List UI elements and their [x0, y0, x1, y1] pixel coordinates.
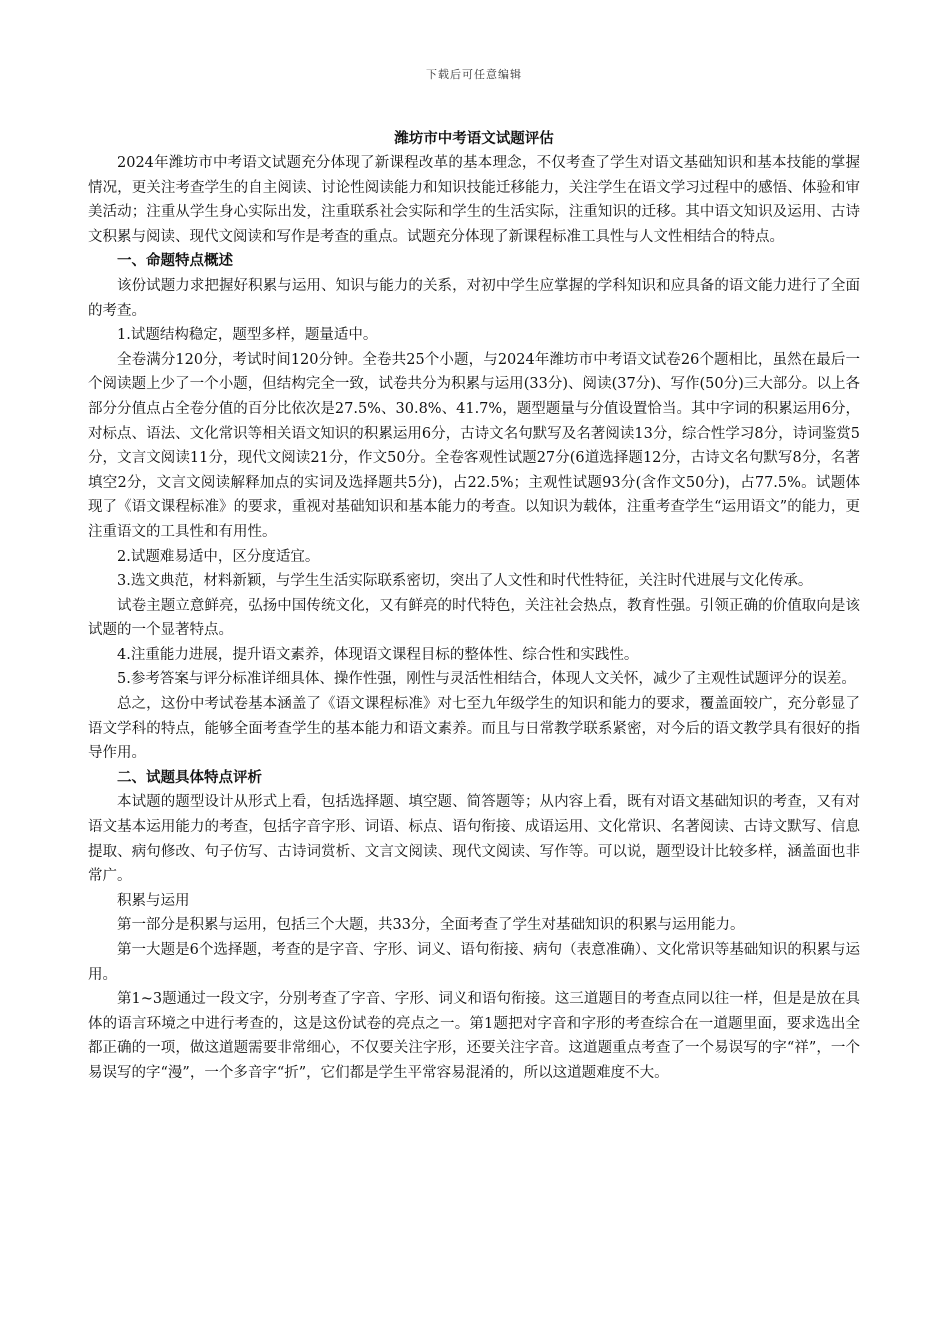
section-heading-2: 二、试题具体特点评析: [117, 768, 262, 786]
point-2: 2.试题难易适中，区分度适宜。: [117, 548, 320, 565]
body-paragraph: 本试题的题型设计从形式上看，包括选择题、填空题、简答题等；从内容上看，既有对语文基础知识的考查，又有对语文基本运用能力的考查，包括字音字形、词语、标点、语句衔接、成语运用、文化常识、名著阅读、古诗文默写、信息提取、病句修改、句子仿写、古诗词赏析、文言文阅读、现代文阅读、写作等。可以说，题型设计比较多样，涵盖面也非常广。: [88, 794, 860, 885]
header-note: 下载后可任意编辑: [426, 68, 522, 81]
summary-paragraph: 总之，这份中考试卷基本涵盖了《语文课程标准》对七至九年级学生的知识和能力的要求，覆盖面较广，充分彰显了语文学科的特点，能够全面考查学生的基本能力和语文素养。而且与日常教学联系紧密，对今后的语文教学具有很好的指导作用。: [88, 696, 860, 762]
body-paragraph: 该份试题力求把握好积累与运用、知识与能力的关系，对初中学生应掌握的学科知识和应具备的语文能力进行了全面的考查。: [88, 277, 860, 319]
point-3: 3.选文典范，材料新颖，与学生生活实际联系密切，突出了人文性和时代性特征，关注时代进展与文化传承。: [117, 573, 813, 590]
point-5: 5.参考答案与评分标准详细具体、操作性强，刚性与灵活性相结合，体现人文关怀，减少了主观性试题评分的误差。: [117, 671, 856, 688]
point-1: 1.试题结构稳定，题型多样，题量适中。: [117, 327, 378, 344]
body-paragraph: 第1~3题通过一段文字，分别考查了字音、字形、词义和语句衔接。这三道题目的考查点同以往一样，但是是放在具体的语言环境之中进行考查的，这是这份试卷的亮点之一。第1题把对字音和字形的考查综合在一道题里面，要求选出全都正确的一项，做这道题需要非常细心，不仅要关注字形，还要关注字音。这道题重点考查了一个易误写的字“祥”，一个易误写的字“漫”，一个多音字“折”，它们都是学生平常容易混淆的，所以这道题难度不大。: [88, 991, 860, 1081]
section-heading-1: 一、命题特点概述: [117, 252, 233, 270]
subsection-label: 积累与运用: [117, 892, 190, 909]
body-paragraph: 试卷主题立意鲜亮，弘扬中国传统文化，又有鲜亮的时代特色，关注社会热点，教育性强。引领正确的价值取向是该试题的一个显著特点。: [88, 597, 860, 639]
document-body: [88, 151, 860, 1086]
document-title: 潍坊市中考语文试题评估: [394, 130, 554, 147]
point-4: 4.注重能力进展，提升语文素养，体现语文课程目标的整体性、综合性和实践性。: [117, 646, 639, 663]
intro-paragraph: 2024年潍坊市中考语文试题充分体现了新课程改革的基本理念，不仅考查了学生对语文基础知识和基本技能的掌握情况，更关注考查学生的自主阅读、讨论性阅读能力和知识技能迁移能力，关注学生在语文学习过程中的感悟、体验和审美活动；注重从学生身心实际出发，注重联系社会实际和学生的生活实际，注重知识的迁移。其中语文知识及运用、古诗文积累与阅读、现代文阅读和写作是考查的重点。试题充分体现了新课程标准工具性与人文性相结合的特点。: [88, 155, 860, 245]
body-paragraph: 全卷满分120分，考试时间120分钟。全卷共25个小题，与2024年潍坊市中考语文试卷26个题相比，虽然在最后一个阅读题上少了一个小题，但结构完全一致，试卷共分为积累与运用(33分)、阅读(37分)、写作(50分)三大部分。以上各部分分值点占全卷分值的百分比依次是27.5%、30.8%、41.7%，题型题量与分值设置恰当。其中字词的积累运用6分，对标点、语法、文化常识等相关语文知识的积累运用6分，古诗文名句默写及名著阅读13分，综合性学习8分，诗词鉴赏5分，文言文阅读11分，现代文阅读21分，作文50分。全卷客观性试题27分(6道选择题12分，古诗文名句默写8分，名著填空2分，文言文阅读解释加点的实词及选择题共5分)，占22.5%；主观性试题93分(含作文50分)，占77.5%。试题体现了《语文课程标准》的要求，重视对基础知识和基本能力的考查。以知识为载体，注重考查学生“运用语文”的能力，更注重语文的工具性和有用性。: [88, 351, 860, 540]
body-paragraph: 第一大题是6个选择题，考查的是字音、字形、词义、语句衔接、病句（表意准确）、文化常识等基础知识的积累与运用。: [88, 942, 860, 983]
body-paragraph: 第一部分是积累与运用，包括三个大题，共33分，全面考查了学生对基础知识的积累与运用能力。: [117, 917, 745, 934]
